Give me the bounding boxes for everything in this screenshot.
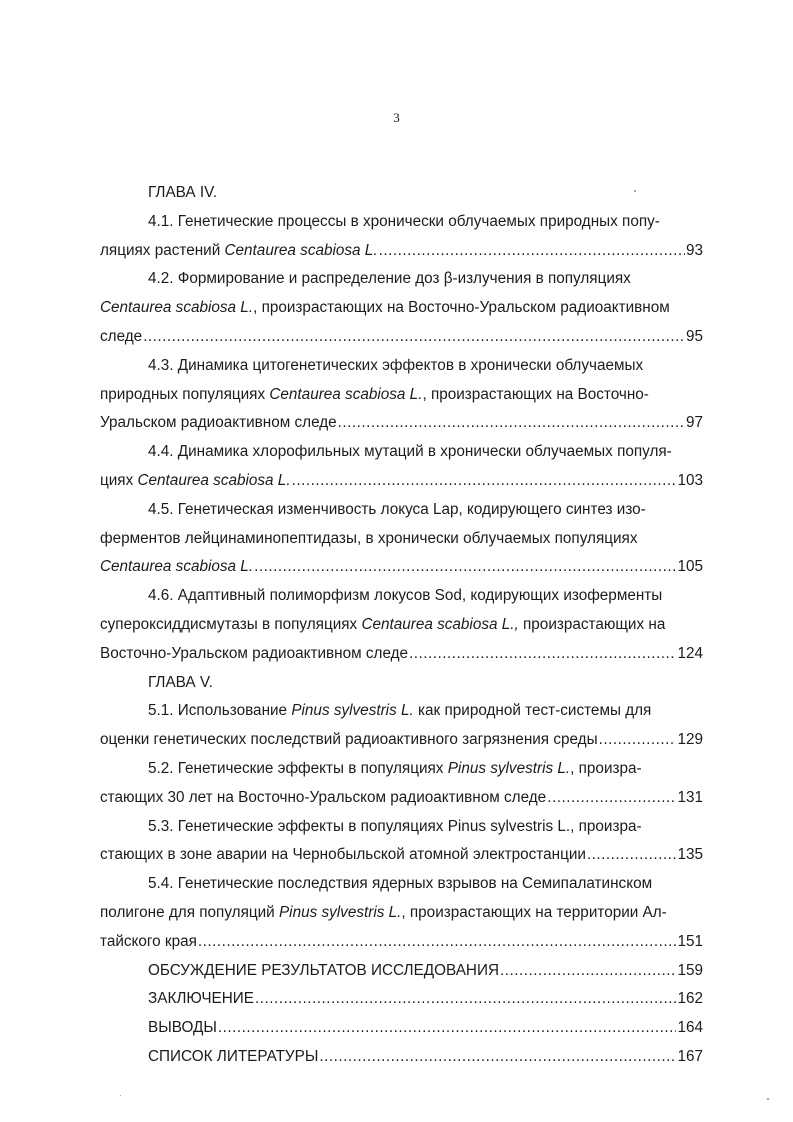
toc-entry-5-4 <box>100 870 703 956</box>
entry-lead: СПИСОК ЛИТЕРАТУРЫ <box>148 1047 319 1065</box>
toc-entry-4-2 <box>100 265 703 351</box>
entry-leader-line <box>100 640 703 669</box>
table-of-contents <box>100 179 703 1072</box>
entry-lead: циях Centaurea scabiosa L. <box>100 471 291 489</box>
entry-leader-line <box>100 409 703 438</box>
entry-text: 4.5. Генетическая изменчивость локуса Lap, кодирующего синтез изо- <box>148 500 646 518</box>
entry-lead: оценки генетических последствий радиоактивного загрязнения среды <box>100 731 598 749</box>
dot-leader <box>292 467 677 496</box>
toc-entry-4-4 <box>100 438 703 496</box>
entry-page: 97 <box>685 414 703 432</box>
dot-leader <box>500 957 676 986</box>
toc-entry-5-3 <box>100 813 703 871</box>
toc-entry-4-1 <box>100 208 703 266</box>
entry-lead: тайского края <box>100 932 197 950</box>
chapter-5-heading: ГЛАВА V. <box>148 673 213 691</box>
entry-lead: ВЫВОДЫ <box>148 1019 217 1037</box>
dot-leader <box>409 640 676 669</box>
entry-leader-line <box>100 726 703 755</box>
scan-speck <box>120 1095 121 1096</box>
toc-entry-conclusion <box>100 985 703 1014</box>
dot-leader <box>218 1014 677 1043</box>
scan-speck <box>767 1098 769 1100</box>
entry-lead: следе <box>100 327 143 345</box>
entry-lead: Centaurea scabiosa L. <box>100 558 254 576</box>
entry-leader-line <box>100 928 703 957</box>
entry-lead: ляциях растений Centaurea scabiosa L. <box>100 241 378 259</box>
entry-lead: стающих 30 лет на Восточно-Уральском радиоактивном следе <box>100 788 547 806</box>
entry-page: 103 <box>677 471 703 489</box>
entry-page: 93 <box>685 241 703 259</box>
entry-text: 4.2. Формирование и распределение доз β-излучения в популяциях <box>148 270 631 288</box>
entry-text: полигоне для популяций Pinus sylvestris L., произрастающих на территории Ал- <box>100 903 667 921</box>
entry-page: 159 <box>677 961 703 979</box>
dot-leader <box>143 323 685 352</box>
entry-lead: ЗАКЛЮЧЕНИЕ <box>148 990 254 1008</box>
dot-leader <box>587 841 677 870</box>
scan-speck <box>634 190 636 192</box>
entry-page: 164 <box>677 1019 703 1037</box>
dot-leader <box>319 1043 676 1072</box>
entry-text: 4.6. Адаптивный полиморфизм локусов Sod, кодирующих изоферменты <box>148 587 663 605</box>
entry-text: 5.1. Использование Pinus sylvestris L. как природной тест-системы для <box>148 702 652 720</box>
entry-text: 4.3. Динамика цитогенетических эффектов в хронически облучаемых <box>148 356 644 374</box>
entry-text: 5.2. Генетические эффекты в популяциях Pinus sylvestris L., произра- <box>148 759 642 777</box>
entry-text: 4.1. Генетические процессы в хронически облучаемых природных попу- <box>148 212 660 230</box>
entry-page: 151 <box>677 932 703 950</box>
entry-page: 124 <box>677 644 703 662</box>
dot-leader <box>255 985 676 1014</box>
entry-leader-line <box>100 323 703 352</box>
toc-entry-discussion <box>100 957 703 986</box>
entry-leader-line <box>100 237 703 266</box>
entry-text: ферментов лейцинаминопептидазы, в хронически облучаемых популяциях <box>100 529 638 547</box>
entry-lead: Восточно-Уральском радиоактивном следе <box>100 644 409 662</box>
page-number: 3 <box>393 110 400 125</box>
toc-entry-5-2 <box>100 755 703 813</box>
toc-entry-4-3 <box>100 352 703 438</box>
dot-leader <box>198 928 677 957</box>
entry-leader-line <box>100 784 703 813</box>
dot-leader <box>254 553 676 582</box>
dot-leader <box>599 726 677 755</box>
toc-entry-4-5 <box>100 496 703 582</box>
entry-lead: стающих в зоне аварии на Чернобыльской атомной электростанции <box>100 846 586 864</box>
toc-entry-4-6 <box>100 582 703 668</box>
entry-leader-line <box>100 553 703 582</box>
entry-page: 105 <box>677 558 703 576</box>
entry-page: 131 <box>677 788 703 806</box>
entry-page: 95 <box>685 327 703 345</box>
entry-page: 135 <box>677 846 703 864</box>
entry-text: природных популяциях Centaurea scabiosa L., произрастающих на Восточно- <box>100 385 649 403</box>
toc-entry-findings <box>100 1014 703 1043</box>
entry-text: Centaurea scabiosa L., произрастающих на Восточно-Уральском радиоактивном <box>100 299 670 317</box>
chapter-4-heading: ГЛАВА IV. <box>148 184 218 201</box>
entry-text: 5.3. Генетические эффекты в популяциях Pinus sylvestris L., произра- <box>148 817 642 835</box>
dot-leader <box>379 237 685 266</box>
dot-leader <box>338 409 685 438</box>
entry-page: 167 <box>677 1047 703 1065</box>
entry-leader-line <box>100 841 703 870</box>
toc-entry-references <box>100 1043 703 1072</box>
toc-entry-5-1 <box>100 697 703 755</box>
entry-leader-line <box>100 467 703 496</box>
entry-page: 129 <box>677 731 703 749</box>
entry-text: 4.4. Динамика хлорофильных мутаций в хронически облучаемых популя- <box>148 443 672 461</box>
entry-lead: Уральском радиоактивном следе <box>100 414 337 432</box>
entry-text: 5.4. Генетические последствия ядерных взрывов на Семипалатинском <box>148 875 653 893</box>
entry-page: 162 <box>677 990 703 1008</box>
dot-leader <box>547 784 676 813</box>
entry-lead: ОБСУЖДЕНИЕ РЕЗУЛЬТАТОВ ИССЛЕДОВАНИЯ <box>148 961 500 979</box>
entry-text: супероксиддисмутазы в популяциях Centaurea scabiosa L., произрастающих на <box>100 615 666 633</box>
